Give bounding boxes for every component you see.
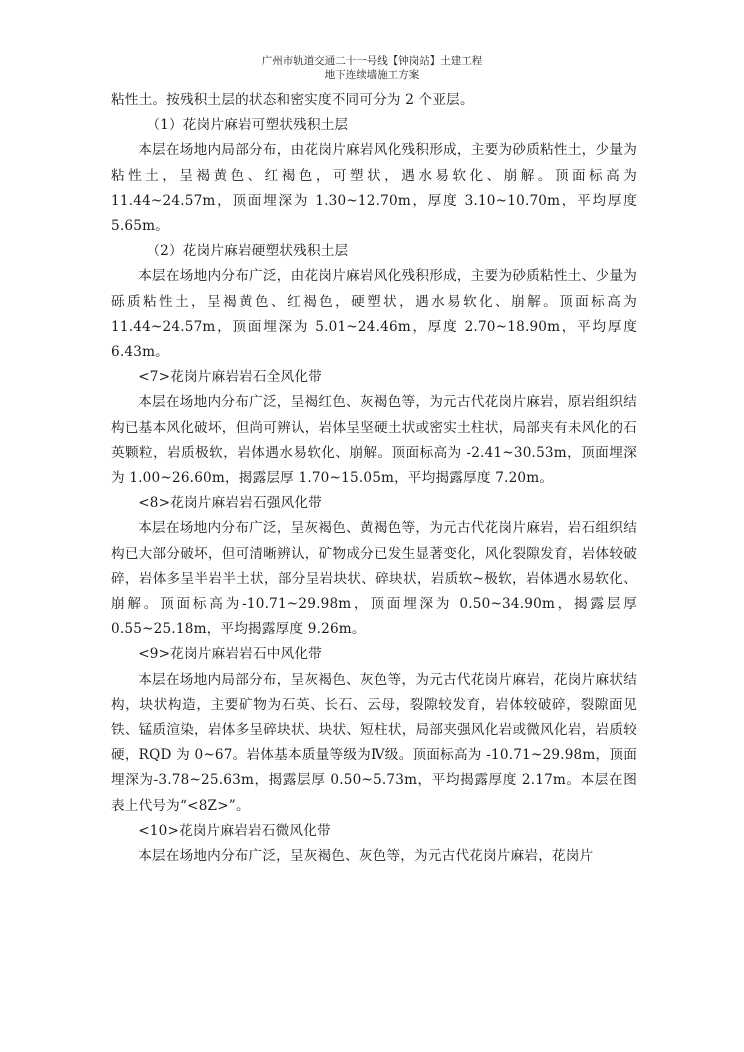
paragraph-continuation: 粘性土。按残积土层的状态和密实度不同可分为 2 个亚层。: [111, 92, 474, 108]
section-heading-strongly-weathered-zone: <8>花岗片麻岩岩石强风化带: [138, 495, 322, 512]
paragraph-plastic-residual-soil: 本层在场地内局部分布，由花岗片麻岩风化残积形成，主要为砂质粘性土，少量为粘性土，呈褐黄色、红褐色，可塑状，遇水易软化、崩解。顶面标高为 11.44~24.57m，顶面埋深为 1.30~12.70m，厚度 3.10~10.70m，平均厚度 5.65m。: [111, 142, 637, 235]
header-project-title: 广州市轨道交通二十一号线【钟岗站】土建工程: [261, 55, 483, 67]
header-document-title: 地下连续墙施工方案: [324, 69, 420, 81]
document-body: [111, 88, 637, 869]
section-heading-fully-weathered-zone: <7>花岗片麻岩岩石全风化带: [138, 369, 322, 386]
paragraph-slightly-weathered-zone: 本层在场地内分布广泛，呈灰褐色、灰色等，为元古代花岗片麻岩，花岗片: [138, 848, 594, 865]
paragraph-fully-weathered-zone: 本层在场地内分布广泛，呈褐红色、灰褐色等，为元古代花岗片麻岩，原岩组织结构已基本风化破坏，但尚可辨认，岩体呈坚硬土状或密实土柱状，局部夹有未风化的石英颗粒，岩质极软，岩体遇水易软化、崩解。顶面标高为 -2.41~30.53m，顶面埋深为 1.00~26.60m，揭露层厚 1.70~15.05m，平均揭露厚度 7.20m。: [111, 394, 637, 487]
paragraph-hard-plastic-residual-soil: 本层在场地内分布广泛，由花岗片麻岩风化残积形成，主要为砂质粘性土、少量为砾质粘性土，呈褐黄色、红褐色，硬塑状，遇水易软化、崩解。顶面标高为 11.44~24.57m，顶面埋深为 5.01~24.46m，厚度 2.70~18.90m，平均厚度 6.43m。: [111, 268, 637, 361]
section-heading-slightly-weathered-zone: <10>花岗片麻岩岩石微风化带: [138, 822, 331, 839]
section-heading-moderately-weathered-zone: <9>花岗片麻岩岩石中风化带: [138, 646, 322, 663]
subsection-heading-plastic-residual-soil: （1）花岗片麻岩可塑状残积土层: [146, 117, 349, 134]
paragraph-strongly-weathered-zone: 本层在场地内分布广泛，呈灰褐色、黄褐色等，为元古代花岗片麻岩，岩石组织结构已大部分破坏，但可清晰辨认，矿物成分已发生显著变化，风化裂隙发育，岩体较破碎，岩体多呈半岩半土状，部分呈岩块状、碎块状，岩质软~极软，岩体遇水易软化、崩解。顶面标高为-10.71~29.98m，顶面埋深为 0.50~34.90m，揭露层厚 0.55~25.18m，平均揭露厚度 9.26m。: [111, 520, 637, 638]
subsection-heading-hard-plastic-residual-soil: （2）花岗片麻岩硬塑状残积土层: [146, 243, 349, 260]
paragraph-moderately-weathered-zone: 本层在场地内局部分布，呈灰褐色、灰色等，为元古代花岗片麻岩，花岗片麻状结构，块状构造，主要矿物为石英、长石、云母，裂隙较发育，岩体较破碎，裂隙面见铁、锰质渲染，岩体多呈碎块状、块状、短柱状，局部夹强风化岩或微风化岩，岩质较硬，RQD 为 0~67。岩体基本质量等级为Ⅳ级。顶面标高为 -10.71~29.98m，顶面埋深为-3.78~25.63m，揭露层厚 0.50~5.73m，平均揭露厚度 2.17m。本层在图表上代号为“<8Z>”。: [111, 671, 637, 814]
page-header: [0, 54, 744, 82]
